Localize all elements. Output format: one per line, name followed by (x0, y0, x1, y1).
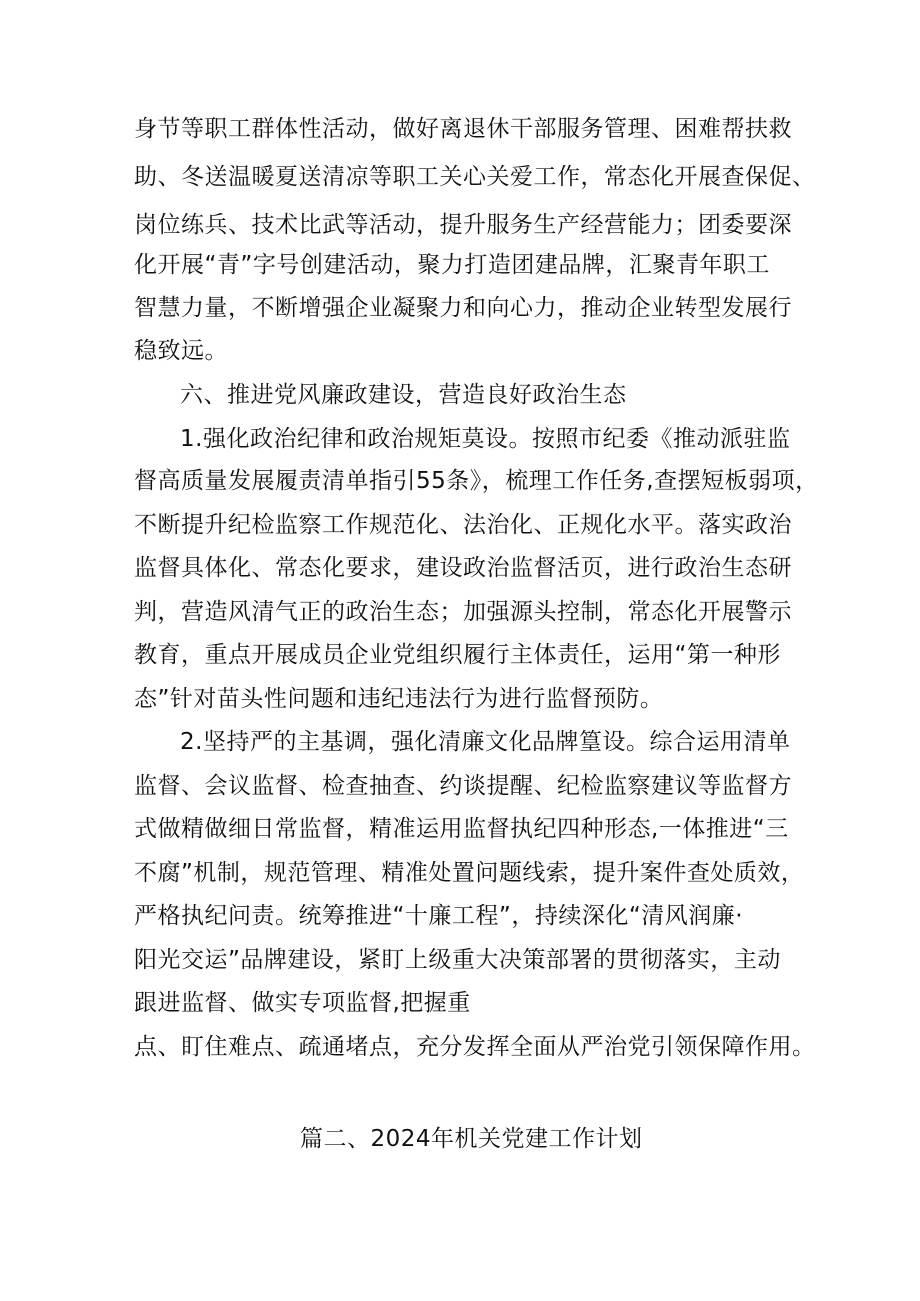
text-line-19: 严格执纪问责。统筹推进“十廉工程”，持续深化“清风润廉· (134, 903, 744, 929)
text-line-9: 督高质量发展履责清单指引55条》，梳理工作任务,查摆短板弱项， (134, 468, 819, 494)
section-heading-6: 六、推进党风廉政建设，营造良好政治生态 (180, 382, 627, 408)
text-line-12: 判，营造风清气正的政治生态；加强源头控制，常态化开展警示 (134, 599, 792, 625)
text-line-1: 身节等职工群体性活动，做好离退休干部服务管理、困难帮扶救 (134, 116, 792, 142)
text-line-18: 不腐”机制，规范管理、精准处置问题线索，提升案件查处质效， (134, 860, 805, 886)
text-line-13: 教育，重点开展成员企业党组织履行主体责任，运用“第一种形 (134, 642, 781, 668)
text-line-14: 态”针对苗头性问题和违纪违法行为进行监督预防。 (134, 686, 664, 712)
text-line-6: 稳致远。 (134, 338, 228, 364)
text-line-22: 点、盯住难点、疏通堵点，充分发挥全面从严治党引领保障作用。 (134, 1034, 816, 1060)
text-line-21: 跟进监督、做实专项监督,把握重 (134, 990, 471, 1016)
text-line-17: 式做精做细日常监督，精准运用监督执纪四种形态,一体推进“三 (134, 816, 789, 842)
text-line-4: 化开展“青”字号创建活动，聚力打造团建品牌，汇聚青年职工 (134, 252, 770, 278)
text-line-15: 2.坚持严的主基调，强化清廉文化品牌篁设。综合运用清单 (180, 729, 791, 755)
text-line-20: 阳光交运”品牌建设，紧盯上级重大决策部署的贯彻落实，主动 (134, 947, 781, 973)
text-line-2: 助、冬送温暖夏送清凉等职工关心关爱工作，常态化开展查保促、 (134, 164, 816, 190)
text-line-11: 监督具体化、常态化要求，建设政治监督活页，进行政治生态研 (134, 555, 792, 581)
text-line-16: 监督、会议监督、检查抽查、约谈提醒、纪检监察建议等监督方 (134, 773, 792, 799)
section-title: 篇二、2024年机关党建工作计划 (300, 1126, 643, 1152)
text-line-3: 岗位练兵、技术比武等活动，提升服务生产经营能力；团委要深 (134, 212, 792, 238)
text-line-8: 1.强化政治纪律和政治规矩莫设。按照市纪委《推动派驻监 (180, 426, 791, 452)
text-line-5: 智慧力量，不断增强企业凝聚力和向心力，推动企业转型发展行 (134, 295, 792, 321)
text-line-10: 不断提升纪检监察工作规范化、法治化、正规化水平。落实政治 (134, 512, 792, 538)
